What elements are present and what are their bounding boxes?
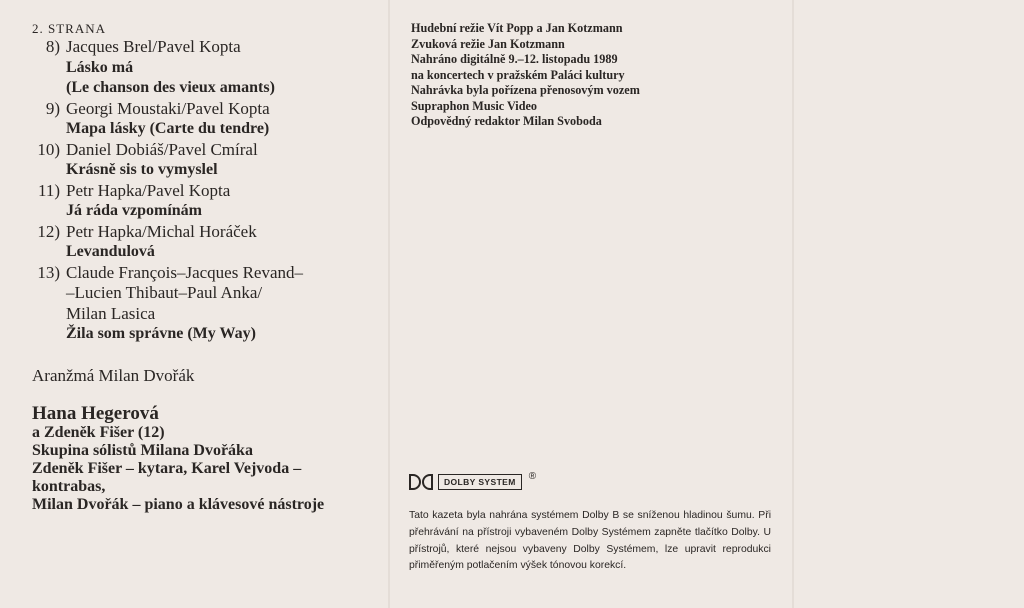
fold-line — [388, 0, 390, 608]
dolby-double-d-icon — [409, 474, 433, 490]
track-item — [28, 222, 378, 263]
registered-mark: ® — [528, 470, 537, 482]
arrangement-credit: Aranžmá Milan Dvořák — [32, 366, 195, 385]
track-authors: –Lucien Thibaut–Paul Anka/ — [66, 283, 263, 302]
track-authors: Jacques Brel/Pavel Kopta — [66, 37, 241, 56]
performer-line: Zdeněk Fišer – kytara, Karel Vejvoda – — [32, 460, 302, 477]
performer-line: Milan Dvořák – piano a klávesové nástroje — [32, 496, 325, 513]
track-item — [28, 263, 378, 345]
track-item — [28, 181, 378, 222]
track-title: Mapa lásky (Carte du tendre) — [66, 120, 270, 137]
track-item — [28, 37, 378, 99]
track-number: 9) — [45, 98, 60, 118]
track-title: Levandulová — [66, 243, 155, 260]
track-authors: Petr Hapka/Michal Horáček — [66, 221, 257, 241]
track-number: 13) — [37, 262, 60, 282]
dolby-system-badge: DOLBY SYSTEM — [438, 474, 522, 490]
track-title: Krásně sis to vymyslel — [66, 161, 218, 178]
track-number: 12) — [37, 221, 60, 241]
track-title: Žila som správne (My Way) — [66, 325, 256, 342]
track-number: 10) — [37, 139, 60, 159]
lead-artist: Hana Hegerová — [32, 403, 159, 424]
performer-line: kontrabas, — [32, 478, 106, 495]
track-title: (Le chanson des vieux amants) — [66, 79, 275, 96]
side-label: 2. STRANA — [32, 21, 107, 36]
track-item — [28, 99, 378, 140]
track-authors: Georgi Moustaki/Pavel Kopta — [66, 98, 270, 118]
credit-line: Hudební režie Vít Popp a Jan Kotzmann — [411, 21, 623, 35]
track-authors: Petr Hapka/Pavel Kopta — [66, 180, 231, 200]
credit-line: na koncertech v pražském Paláci kultury — [411, 67, 625, 82]
dolby-note: Tato kazeta byla nahrána systémem Dolby B se sníženou hladinou šumu. Při přehrávání na přístroji vybaveném Dolby Systémem zapněte tlačítko Dolby. U přístrojů, které nejsou vybaveny Dolby Systémem, lze upravit reprodukci přiměřeným potlačením výšek tónovou korekcí. — [409, 510, 771, 572]
track-authors: Milan Lasica — [66, 303, 156, 323]
performer-line: a Zdeněk Fišer (12) — [32, 424, 165, 441]
track-title: Já ráda vzpomínám — [66, 202, 202, 219]
fold-line — [792, 0, 794, 608]
credit-line: Zvuková režie Jan Kotzmann — [411, 36, 565, 51]
left-panel — [0, 0, 388, 608]
track-authors: Daniel Dobiáš/Pavel Cmíral — [66, 139, 258, 159]
production-credits — [411, 21, 751, 130]
credit-line: Nahrávka byla pořízena přenosovým vozem — [411, 83, 640, 97]
track-item — [28, 140, 378, 181]
performer-line: Skupina sólistů Milana Dvořáka — [32, 442, 253, 459]
track-title: Lásko má — [66, 58, 134, 76]
dolby-logo — [409, 470, 537, 490]
performers — [32, 404, 382, 514]
credit-line: Supraphon Music Video — [411, 98, 537, 113]
track-number: 11) — [37, 180, 60, 200]
credit-line: Odpovědný redaktor Milan Svoboda — [411, 114, 602, 128]
track-list — [28, 37, 378, 345]
credit-line: Nahráno digitálně 9.–12. listopadu 1989 — [411, 52, 618, 66]
track-authors: Claude François–Jacques Revand– — [66, 262, 303, 282]
track-number: 8) — [45, 37, 60, 56]
